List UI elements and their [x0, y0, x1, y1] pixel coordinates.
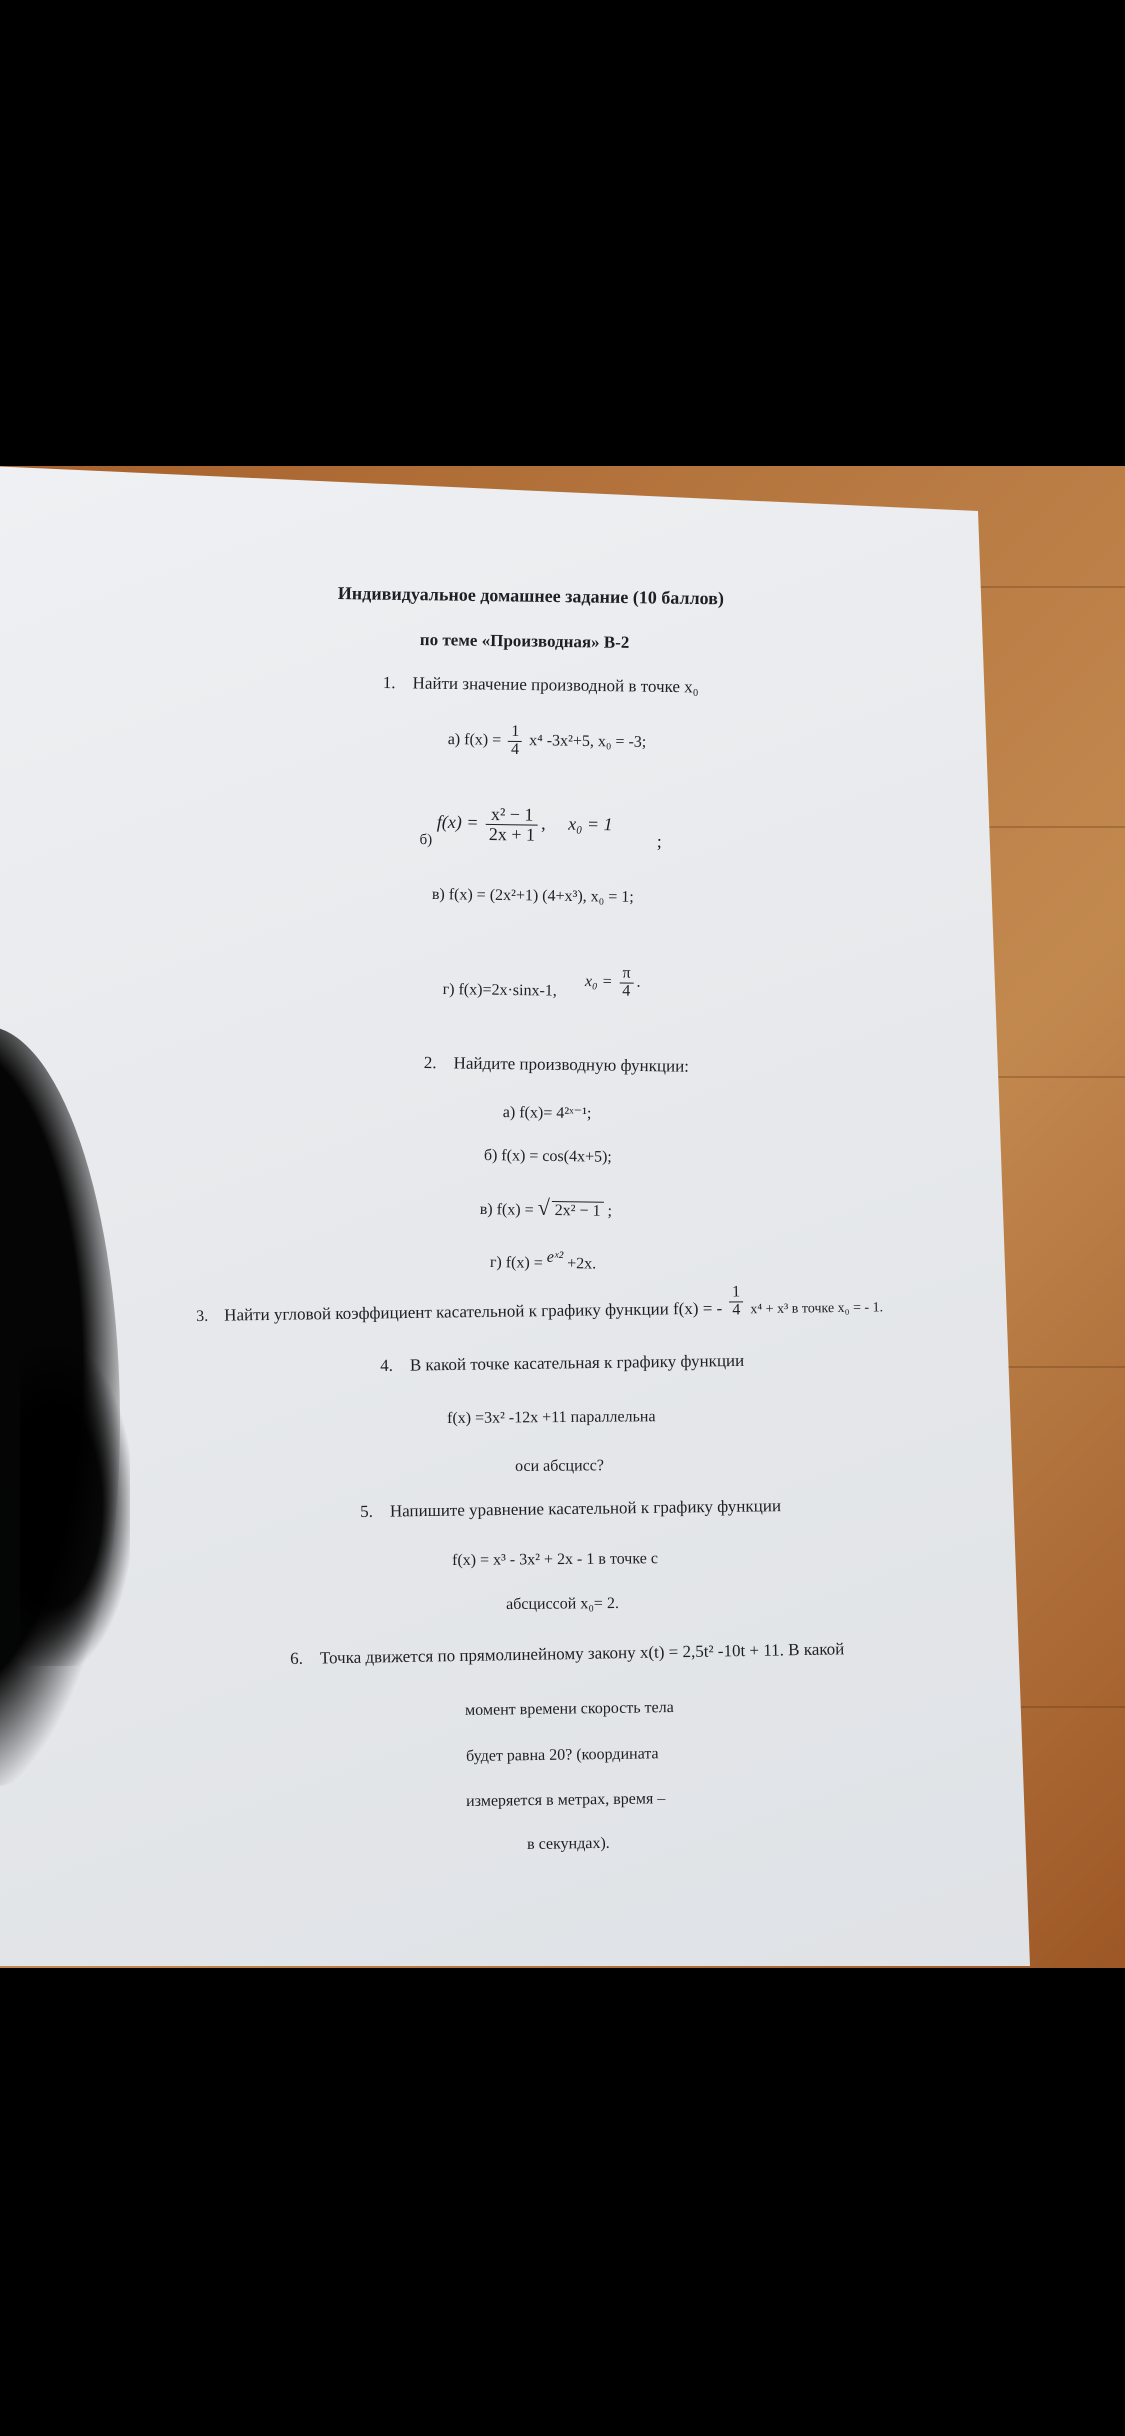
task4-line3: оси абсцисс? — [515, 1457, 604, 1475]
task2-d-label: г) f(x) = — [489, 1254, 543, 1272]
task1-d-x0: x₀ = — [584, 972, 613, 991]
task1-a — [448, 723, 647, 760]
task1-b-den: 2x + 1 — [488, 823, 536, 845]
task4-number: 4. — [380, 1355, 394, 1375]
task1-d-label: г) f(x)=2x·sinx-1, — [442, 980, 557, 1000]
sqrt-icon: √ — [537, 1194, 550, 1220]
task5-number: 5. — [360, 1501, 374, 1521]
task1-a-den: 4 — [510, 740, 520, 758]
task6-line4: измеряется в метрах, время – — [466, 1790, 666, 1810]
task1-b-num: x² − 1 — [486, 805, 538, 826]
document-subtitle: по теме «Производная» В-2 — [419, 630, 630, 652]
task2-c — [480, 1194, 613, 1222]
task5-line3: абсциссой x₀= 2. — [506, 1595, 619, 1613]
task1-number: 1. — [382, 673, 396, 693]
task1-d-den: 4 — [622, 982, 631, 1000]
task3-fraction — [729, 1284, 743, 1319]
task4-line2: f(x) =3x² -12x +11 параллельна — [447, 1408, 656, 1427]
task5-line2: f(x) = x³ - 3x² + 2x - 1 в точке с — [452, 1550, 658, 1569]
task3-num: 1 — [729, 1284, 743, 1302]
document-title: Индивидуальное домашнее задание (10 баллов) — [337, 583, 725, 609]
task1-a-rest: x⁴ -3x²+5, x₀ = -3; — [529, 732, 647, 751]
task2-c-label: в) f(x) = — [479, 1200, 534, 1219]
task2-d-rest: +2x. — [567, 1255, 597, 1273]
task6-line5: в секундах). — [527, 1834, 610, 1853]
task1-a-label: а) f(x) = — [447, 730, 502, 749]
task2-b: б) f(x) = cos(4x+5); — [483, 1147, 612, 1166]
task1-b-end: ; — [656, 830, 662, 851]
task1-a-fraction — [508, 724, 522, 759]
task2-c-end: ; — [607, 1202, 613, 1220]
hand-shadow-lower — [20, 1346, 130, 1666]
task1-d-fraction — [619, 965, 634, 1000]
task4-text: В какой точке касательная к графику функции — [409, 1350, 745, 1375]
task2-c-root: 2x² − 1 — [552, 1201, 604, 1221]
task2-a: а) f(x)= 4²ˣ⁻¹; — [502, 1103, 592, 1123]
task6-number: 6. — [290, 1648, 304, 1668]
task2-heading — [424, 1053, 689, 1077]
task1-b-label: б) — [419, 831, 433, 848]
task1-b: $_{б)}$ f(x) = $\frac{\text{x² − 1}}{2x + 1}$ , x₀ = 1 ; — [419, 803, 662, 851]
task1-heading-text: Найти значение производной в точке x₀ — [412, 673, 699, 697]
task6-line3: будет равна 20? (координата — [466, 1745, 659, 1765]
task1-b-fx: f(x) = — [436, 811, 479, 833]
task3-text: Найти угловой коэффициент касательной к графику функции f(x) = - — [224, 1298, 723, 1325]
task6-text: Точка движется по прямолинейному закону x(t) = 2,5t² -10t + 11. В какой — [319, 1639, 845, 1668]
task5-text: Напишите уравнение касательной к графику функции — [389, 1496, 782, 1521]
task6-line2: момент времени скорость тела — [465, 1699, 674, 1719]
task3-number: 3. — [196, 1307, 209, 1325]
task1-a-num: 1 — [508, 724, 522, 742]
task2-heading-text: Найдите производную функции: — [453, 1053, 690, 1076]
task2-d-exp: eˣ² — [546, 1248, 564, 1267]
task3-den: 4 — [732, 1301, 741, 1319]
task1-d-num: π — [619, 965, 633, 983]
task2-d — [489, 1248, 597, 1273]
task1-b-x0: x₀ = 1 — [568, 813, 613, 835]
task2-number: 2. — [423, 1053, 437, 1073]
task3-rest: x⁴ + x³ в точке x₀ = - 1. — [750, 1300, 884, 1318]
task1-d: г) f(x)=2x·sinx-1, x₀ = $\frac{\pi}{4}$ . — [442, 964, 641, 1000]
task1-b-fraction — [486, 805, 539, 845]
photo-area — [0, 466, 1125, 1968]
task1-c: в) f(x) = (2x²+1) (4+x³), x₀ = 1; — [431, 886, 634, 906]
